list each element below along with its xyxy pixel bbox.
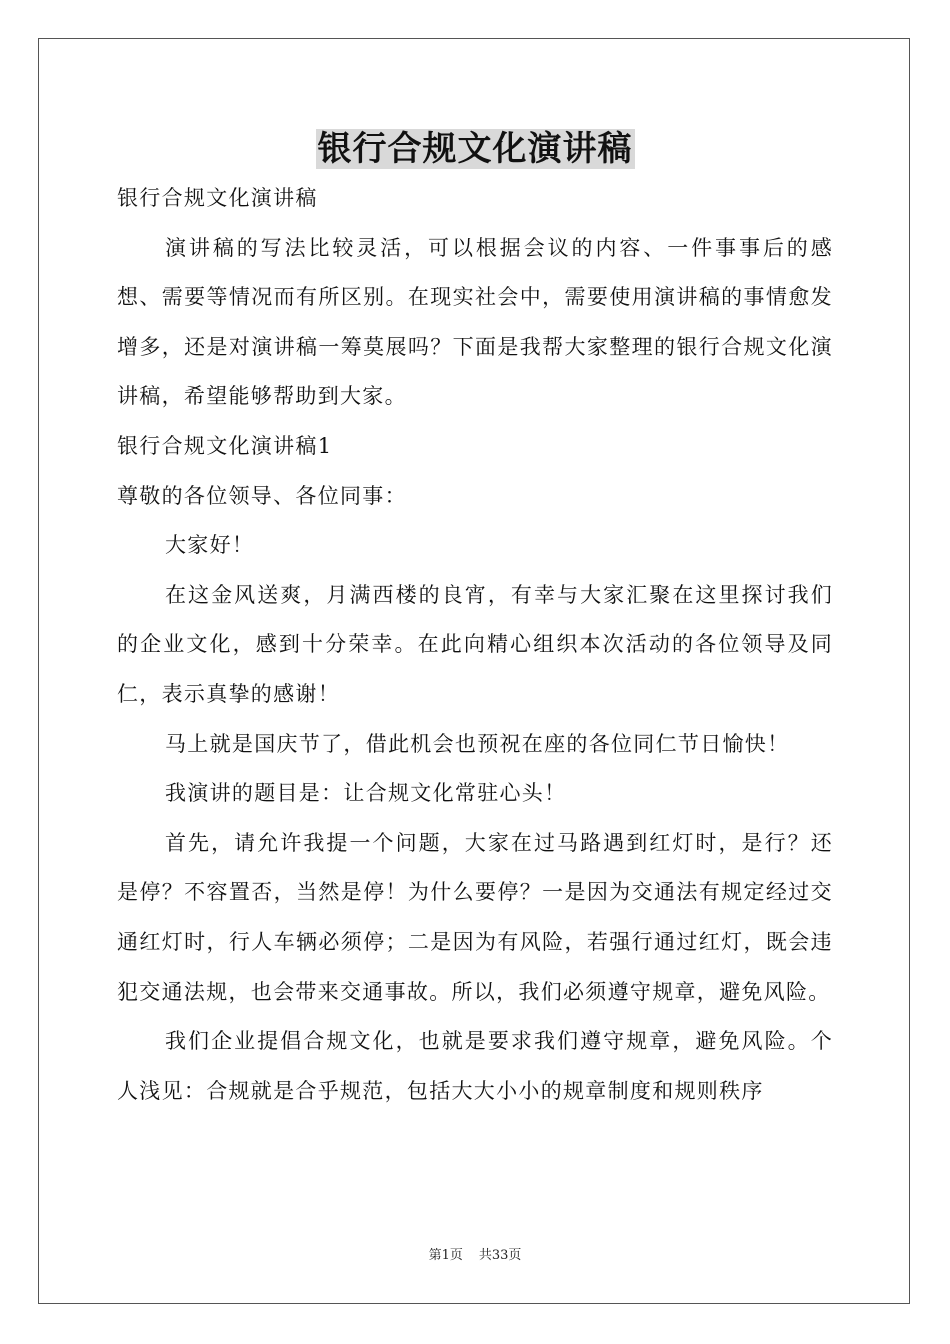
paragraph: 我们企业提倡合规文化，也就是要求我们遵守规章，避免风险。个人浅见：合规就是合乎规范，包括大大小小的规章制度和规则秩序 [117, 1029, 833, 1103]
salutation: 尊敬的各位领导、各位同事： [117, 483, 407, 508]
paragraph: 马上就是国庆节了，借此机会也预祝在座的各位同仁节日愉快！ [165, 731, 790, 756]
paragraph: 首先，请允许我提一个问题，大家在过马路遇到红灯时，是行？还是停？不容置否，当然是停！为什么要停？一是因为交通法有规定经过交通红灯时，行人车辆必须停；二是因为有风险，若强行通过红灯，既会违犯交通法规，也会带来交通事故。所以，我们必须遵守规章，避免风险。 [117, 830, 833, 1004]
document-title [0, 126, 950, 172]
page-total: 共33页 [478, 1248, 522, 1263]
paragraph: 大家好！ [165, 533, 255, 558]
paragraph: 银行合规文化演讲稿 [117, 186, 318, 210]
paragraph: 演讲稿的写法比较灵活，可以根据会议的内容、一件事事后的感想、需要等情况而有所区别。在现实社会中，需要使用演讲稿的事情愈发增多，还是对演讲稿一筹莫展吗？下面是我帮大家整理的银行合规文化演讲稿，希望能够帮助到大家。 [117, 235, 833, 409]
page-footer [0, 1246, 950, 1266]
page-number: 第1页 [428, 1248, 463, 1263]
document-body [117, 174, 833, 1116]
section-heading: 银行合规文化演讲稿1 [117, 433, 333, 458]
paragraph: 我演讲的题目是：让合规文化常驻心头！ [165, 781, 567, 806]
document-title-text: 银行合规文化演讲稿 [317, 129, 633, 169]
paragraph: 在这金风送爽，月满西楼的良宵，有幸与大家汇聚在这里探讨我们的企业文化，感到十分荣幸。在此向精心组织本次活动的各位领导及同仁，表示真挚的感谢！ [117, 582, 833, 706]
